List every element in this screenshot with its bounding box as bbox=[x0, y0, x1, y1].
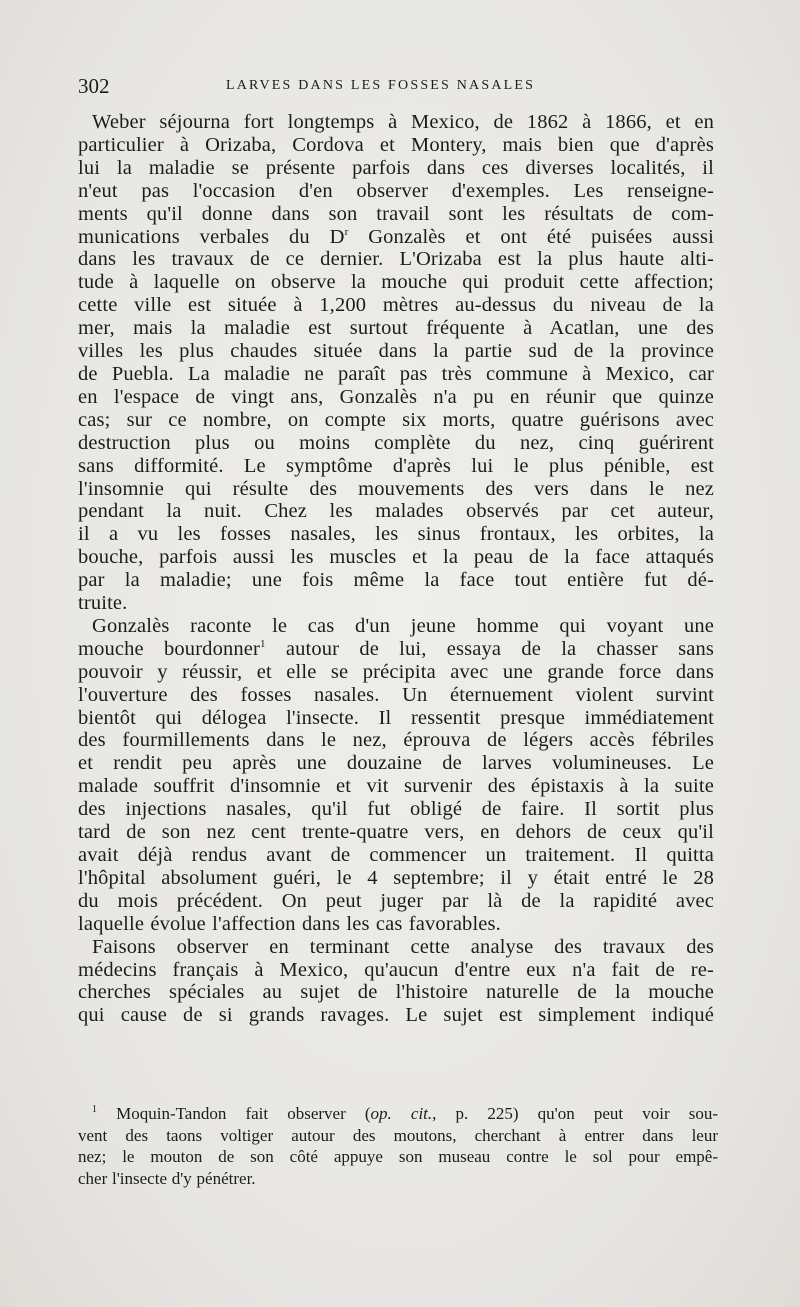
text-line: tude à laquelle on observe la mouche qui produit cette affection; bbox=[78, 271, 714, 294]
footnote-line bbox=[78, 1103, 718, 1125]
text-fragment-italic: op. cit. bbox=[370, 1104, 433, 1123]
text-line: bientôt qui délogea l'insecte. Il ressentit presque immédiatement bbox=[78, 706, 714, 729]
text-fragment: munications verbales du D bbox=[78, 225, 345, 248]
text-line: de Puebla. La maladie ne paraît pas très commune à Mexico, car bbox=[78, 362, 714, 385]
text-fragment: autour de lui, essaya de la chasser sans bbox=[265, 637, 714, 660]
text-line: destruction plus ou moins complète du nez, cinq guérirent bbox=[78, 431, 714, 454]
footnote-line: nez; le mouton de son côté appuye son museau contre le sol pour empê- bbox=[78, 1147, 718, 1166]
running-head: LARVES DANS LES FOSSES NASALES bbox=[226, 78, 536, 93]
text-line: pouvoir y réussir, et elle se précipita avec une grande force dans bbox=[78, 660, 714, 683]
text-line: des fourmillements dans le nez, éprouva de légers accès fébriles bbox=[78, 729, 714, 752]
text-line: tard de son nez cent trente-quatre vers, en dehors de ceux qu'il bbox=[78, 821, 714, 844]
text-line: laquelle évolue l'affection dans les cas favorables. bbox=[78, 912, 501, 935]
text-line: n'eut pas l'occasion d'en observer d'exemples. Les renseigne- bbox=[78, 179, 714, 202]
text-line: villes les plus chaudes située dans la partie sud de la province bbox=[78, 340, 714, 363]
page-header bbox=[78, 74, 728, 98]
text-fragment: Moquin-Tandon fait observer ( bbox=[97, 1104, 371, 1123]
text-line: malade souffrit d'insomnie et vit survenir des épistaxis à la suite bbox=[78, 775, 714, 798]
text-line: ments qu'il donne dans son travail sont les résultats de com- bbox=[78, 202, 714, 225]
text-line: avait déjà rendus avant de commencer un traitement. Il quitta bbox=[78, 844, 714, 866]
text-line: médecins français à Mexico, qu'aucun d'entre eux n'a fait de re- bbox=[78, 958, 714, 981]
text-fragment: , p. 225) qu'on peut voir sou- bbox=[432, 1104, 718, 1123]
text-line: par la maladie; une fois même la face tout entière fut dé- bbox=[78, 569, 714, 592]
text-line: Gonzalès raconte le cas d'un jeune homme qui voyant une bbox=[92, 614, 714, 637]
text-line: bouche, parfois aussi les muscles et la peau de la face attaqués bbox=[78, 546, 714, 569]
text-line: mer, mais la maladie est surtout fréquente à Acatlan, une des bbox=[78, 317, 714, 340]
text-line: l'hôpital absolument guéri, le 4 septembre; il y était entré le 28 bbox=[78, 866, 714, 889]
footnote-line: cher l'insecte d'y pénétrer. bbox=[78, 1168, 256, 1188]
text-line: particulier à Orizaba, Cordova et Montery, mais bien que d'après bbox=[78, 133, 714, 156]
text-fragment: Gonzalès et ont été puisées aussi bbox=[348, 225, 714, 248]
text-line: sans difformité. Le symptôme d'après lui le plus pénible, est bbox=[78, 454, 714, 477]
text-line: des injections nasales, qu'il fut obligé de faire. Il sortit plus bbox=[78, 798, 714, 821]
text-line bbox=[78, 638, 714, 661]
footnote-line: vent des taons voltiger autour des moutons, cherchant à entrer dans leur bbox=[78, 1125, 718, 1145]
text-line: truite. bbox=[78, 592, 128, 615]
text-line: il a vu les fosses nasales, les sinus frontaux, les orbites, la bbox=[78, 523, 714, 546]
text-line bbox=[78, 226, 714, 249]
text-line: cette ville est située à 1,200 mètres au-dessus du niveau de la bbox=[78, 294, 714, 317]
text-line: pendant la nuit. Chez les malades observés par cet auteur, bbox=[78, 500, 714, 523]
text-line: l'ouverture des fosses nasales. Un éternuement violent survint bbox=[78, 683, 714, 706]
footnote bbox=[78, 1103, 718, 1189]
text-line: qui cause de si grands ravages. Le sujet est simplement indiqué bbox=[78, 1004, 714, 1027]
text-line: lui la maladie se présente parfois dans ces diverses localités, il bbox=[78, 156, 714, 179]
text-line: l'insomnie qui résulte des mouvements des vers dans le nez bbox=[78, 477, 714, 500]
text-line: Faisons observer en terminant cette analyse des travaux des bbox=[92, 935, 714, 958]
text-line: en l'espace de vingt ans, Gonzalès n'a pu en réunir que quinze bbox=[78, 385, 714, 408]
superscript: r bbox=[344, 225, 349, 238]
page-number: 302 bbox=[78, 74, 110, 98]
text-line: cas; sur ce nombre, on compte six morts, quatre guérisons avec bbox=[78, 408, 714, 431]
text-line: Weber séjourna fort longtemps à Mexico, de 1862 à 1866, et en bbox=[92, 111, 714, 133]
text-fragment: mouche bourdonner bbox=[78, 637, 260, 660]
text-line: du mois précédent. On peut juger par là de la rapidité avec bbox=[78, 889, 714, 912]
body-text bbox=[78, 111, 714, 1027]
footnote-mark: 1 bbox=[92, 1104, 97, 1115]
footnote-reference: 1 bbox=[260, 637, 266, 650]
text-line: cherches spéciales au sujet de l'histoire naturelle de la mouche bbox=[78, 981, 714, 1004]
text-line: et rendit peu après une douzaine de larves volumineuses. Le bbox=[78, 752, 714, 775]
text-line: dans les travaux de ce dernier. L'Orizaba est la plus haute alti- bbox=[78, 248, 714, 271]
